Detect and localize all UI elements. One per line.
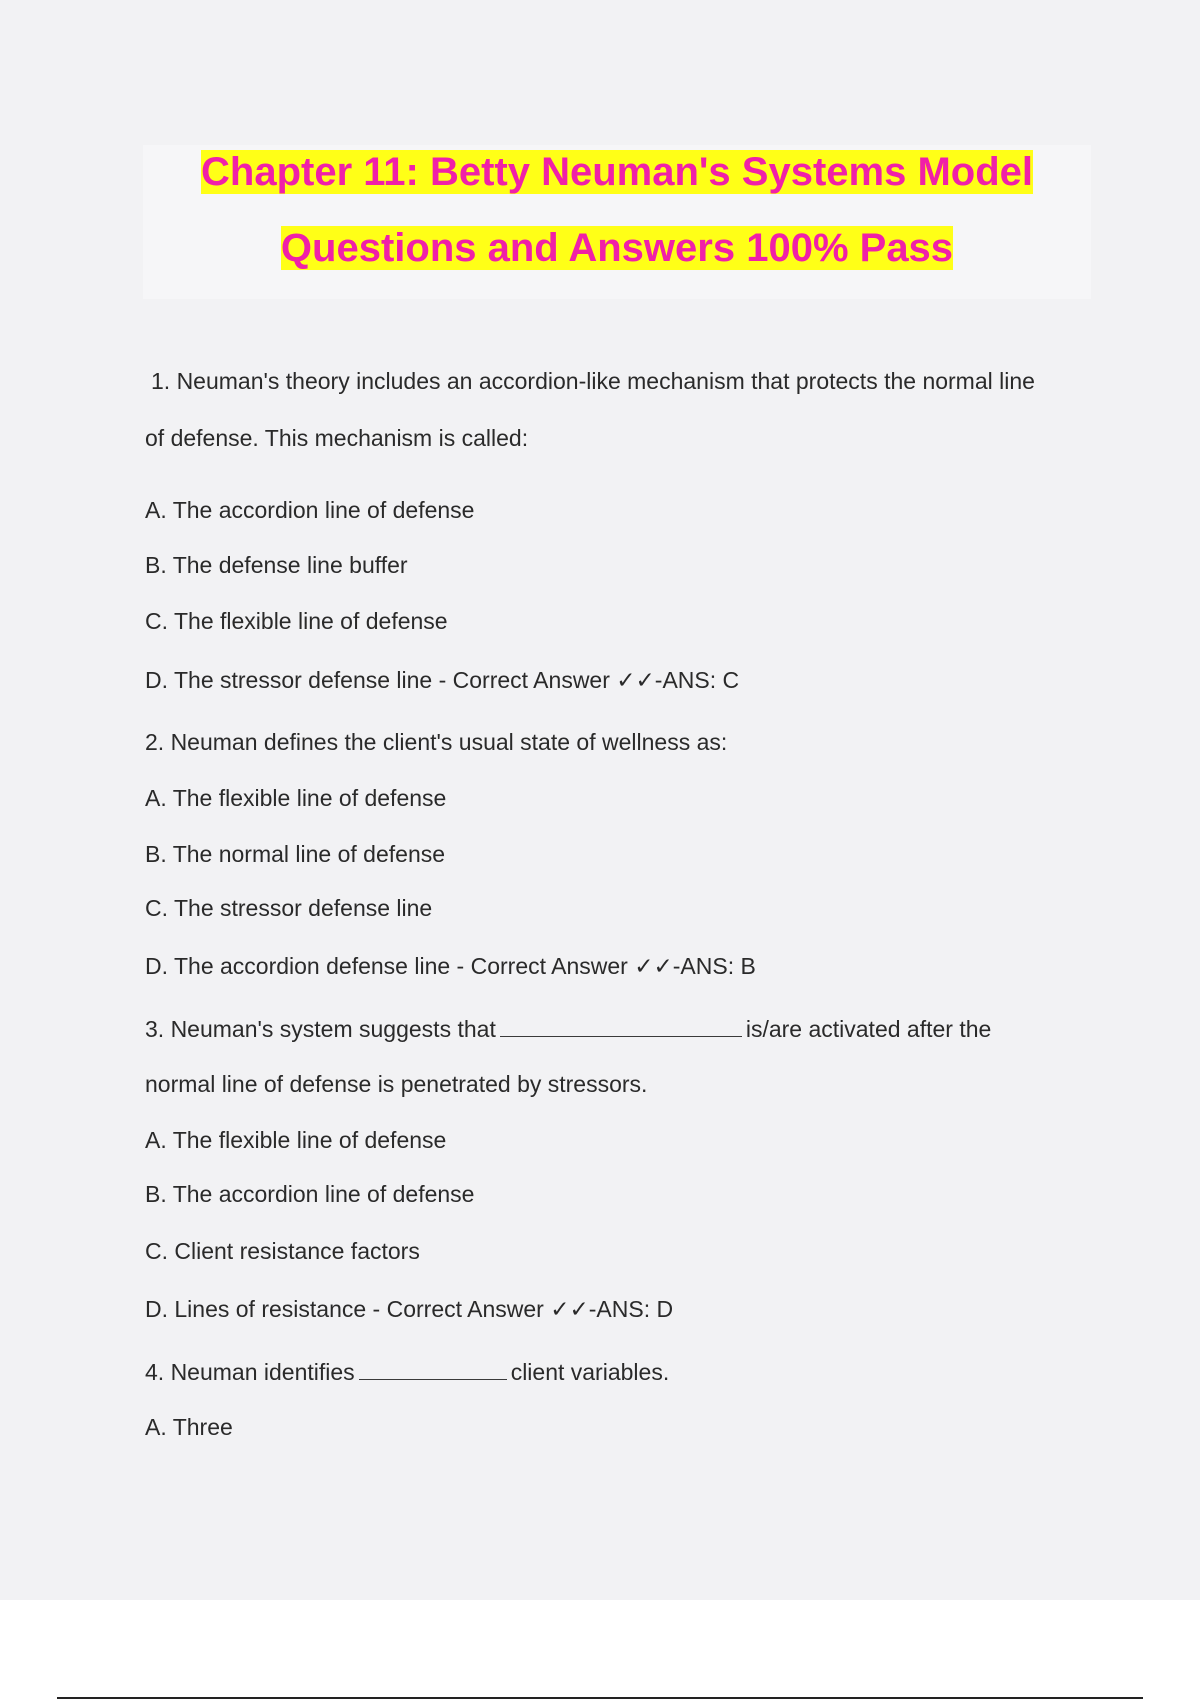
question-4-stem bbox=[145, 1359, 669, 1386]
question-4-answer-blank bbox=[359, 1359, 507, 1380]
question-3-option-c: C. Client resistance factors bbox=[145, 1238, 420, 1264]
document-title-line-1 bbox=[143, 146, 1091, 198]
question-1-option-a: A. The accordion line of defense bbox=[145, 497, 475, 523]
question-1-option-c: C. The flexible line of defense bbox=[145, 608, 448, 634]
title-highlight-2: Questions and Answers 100% Pass bbox=[280, 226, 954, 270]
question-3-answer-blank bbox=[500, 1016, 742, 1037]
question-4-option-a: A. Three bbox=[145, 1414, 233, 1440]
question-4-stem-after-blank: client variables. bbox=[510, 1359, 670, 1385]
question-3-option-b: B. The accordion line of defense bbox=[145, 1181, 475, 1207]
question-1-stem-line-2: of defense. This mechanism is called: bbox=[145, 425, 529, 451]
question-2-option-d-answer: D. The accordion defense line - Correct Answer ✓✓-ANS: B bbox=[145, 953, 756, 979]
question-4-stem-before-blank: 4. Neuman identifies bbox=[145, 1359, 355, 1385]
question-1-stem-line-1: 1. Neuman's theory includes an accordion-like mechanism that protects the normal line bbox=[151, 368, 1035, 394]
document-title-line-2 bbox=[143, 222, 1091, 274]
question-3-stem-before-blank: 3. Neuman's system suggests that bbox=[145, 1016, 496, 1042]
question-3-stem-after-blank: is/are activated after the bbox=[745, 1016, 992, 1042]
question-2-option-c: C. The stressor defense line bbox=[145, 895, 433, 921]
question-2-option-b: B. The normal line of defense bbox=[145, 841, 446, 867]
question-2-stem: 2. Neuman defines the client's usual state of wellness as: bbox=[145, 729, 728, 755]
title-highlight-1: Chapter 11: Betty Neuman's Systems Model bbox=[201, 150, 1033, 194]
question-1-option-d-answer: D. The stressor defense line - Correct Answer ✓✓-ANS: C bbox=[145, 667, 740, 693]
question-3-option-a: A. The flexible line of defense bbox=[145, 1127, 447, 1153]
question-3-stem-line-2: normal line of defense is penetrated by stressors. bbox=[145, 1071, 648, 1097]
question-3-option-d-answer: D. Lines of resistance - Correct Answer ✓✓-ANS: D bbox=[145, 1296, 674, 1322]
question-2-option-a: A. The flexible line of defense bbox=[145, 785, 447, 811]
question-1-option-b: B. The defense line buffer bbox=[145, 552, 408, 578]
footer-divider bbox=[57, 1697, 1143, 1699]
question-3-stem-line-1 bbox=[145, 1016, 991, 1043]
